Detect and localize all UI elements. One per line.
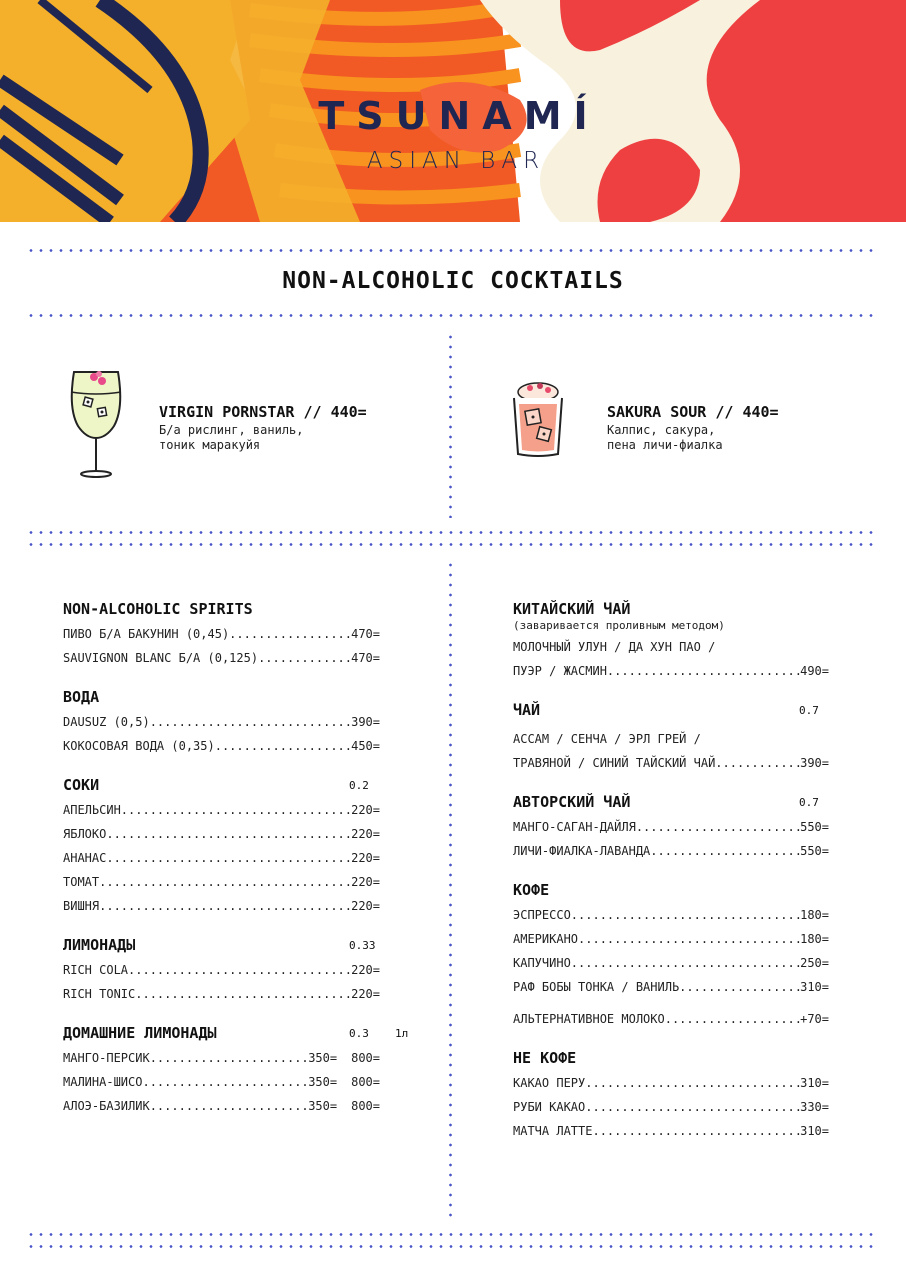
menu-item	[63, 1046, 380, 1070]
item-price: 310=	[800, 1124, 829, 1138]
menu-item	[63, 798, 380, 822]
item-price: 220=	[351, 827, 380, 841]
brand-subtitle: ASIAN BAR	[366, 148, 546, 174]
category-header	[63, 776, 380, 798]
category-title: ЛИМОНАДЫ	[63, 936, 136, 954]
divider	[26, 314, 876, 317]
size-label: 0.7	[799, 796, 819, 809]
item-name: DAUSUZ (0,5)	[63, 715, 150, 729]
item-name: МАЛИНА-ШИСО	[63, 1075, 143, 1089]
item-price: 330=	[800, 1100, 829, 1114]
item-price: 390=	[800, 756, 829, 770]
item-name: ЭСПРЕССО	[513, 908, 571, 922]
size-label: 0.33	[349, 939, 376, 952]
rocks-glass-icon	[510, 378, 568, 460]
menu-item	[63, 710, 380, 734]
divider	[26, 531, 876, 534]
category-header	[513, 701, 829, 723]
item-price: 490=	[800, 664, 829, 678]
category-title: ДОМАШНИЕ ЛИМОНАДЫ	[63, 1024, 217, 1042]
menu-column-right	[513, 600, 829, 1143]
divider	[26, 1245, 876, 1248]
menu-item	[63, 1094, 380, 1118]
item-price: 350=	[308, 1075, 338, 1089]
item-price: 220=	[351, 963, 380, 977]
divider	[26, 249, 876, 252]
size-label: 0.2	[349, 779, 369, 792]
cocktail-description: Б/а рислинг, ваниль,	[159, 423, 304, 437]
item-name: АНАНАС	[63, 851, 107, 865]
divider	[26, 543, 876, 546]
menu-item	[63, 846, 380, 870]
item-name: RICH COLA	[63, 963, 129, 977]
menu-item	[513, 815, 829, 839]
menu-item	[513, 903, 829, 927]
category-title: АВТОРСКИЙ ЧАЙ	[513, 793, 631, 811]
item-name: RICH TONIC	[63, 987, 136, 1001]
item-name: РУБИ КАКАО	[513, 1100, 586, 1114]
category-title: СОКИ	[63, 776, 100, 794]
item-name: АПЕЛЬСИН	[63, 803, 121, 817]
section-title: NON-ALCOHOLIC COCKTAILS	[282, 268, 624, 294]
menu-item	[513, 839, 829, 863]
item-price: 180=	[800, 908, 829, 922]
menu-item-line: МОЛОЧНЫЙ УЛУН / ДА ХУН ПАО /	[513, 640, 716, 654]
item-name: РАФ БОБЫ ТОНКА / ВАНИЛЬ	[513, 980, 680, 994]
cocktail-name: VIRGIN PORNSTAR // 440=	[159, 403, 367, 421]
item-price: 220=	[351, 987, 380, 1001]
category-title: КИТАЙСКИЙ ЧАЙ	[513, 600, 631, 618]
menu-item	[63, 822, 380, 846]
item-name: АЛОЭ-БАЗИЛИК	[63, 1099, 150, 1113]
menu-item	[63, 958, 380, 982]
item-name: ТРАВЯНОЙ / СИНИЙ ТАЙСКИЙ ЧАЙ	[513, 756, 716, 770]
item-price: 310=	[800, 980, 829, 994]
cocktail-item	[607, 403, 779, 453]
category-title: NON-ALCOHOLIC SPIRITS	[63, 600, 253, 618]
menu-column-left	[63, 600, 409, 1118]
menu-item	[513, 1071, 829, 1095]
item-price: 470=	[351, 627, 380, 641]
brand-title: TSUNAMÍ	[318, 94, 600, 138]
item-price: 220=	[351, 899, 380, 913]
item-name: ПУЭР / ЖАСМИН	[513, 664, 607, 678]
item-price: 800=	[351, 1099, 380, 1113]
category-header	[63, 936, 380, 958]
item-price: 470=	[351, 651, 380, 665]
menu-item	[63, 982, 380, 1006]
item-price: 310=	[800, 1076, 829, 1090]
menu-item	[513, 951, 829, 975]
item-name: ПИВО Б/А БАКУНИН (0,45)	[63, 627, 230, 641]
category-title: КОФЕ	[513, 881, 550, 899]
category-header	[513, 793, 829, 815]
item-name: АМЕРИКАНО	[513, 932, 579, 946]
item-name: МАНГО-САГАН-ДАЙЛЯ	[513, 820, 636, 834]
divider	[449, 332, 452, 518]
item-price: 550=	[800, 820, 829, 834]
category-title: ВОДА	[63, 688, 100, 706]
item-name: SAUVIGNON BLANC Б/А (0,125)	[63, 651, 259, 665]
cocktail-name: SAKURA SOUR // 440=	[607, 403, 779, 421]
menu-item	[63, 894, 380, 918]
item-name: КАКАО ПЕРУ	[513, 1076, 586, 1090]
menu-item	[513, 1095, 829, 1119]
menu-item	[513, 659, 829, 683]
wine-glass-icon	[66, 368, 126, 480]
cocktail-description: Калпис, сакура,	[607, 423, 716, 437]
category-title: ЧАЙ	[513, 701, 541, 719]
divider	[26, 1233, 876, 1236]
menu-item	[63, 622, 380, 646]
menu-item	[513, 975, 829, 999]
menu-item	[513, 751, 829, 775]
divider	[449, 560, 452, 1222]
item-name: ТОМАТ	[63, 875, 100, 889]
menu-item	[513, 927, 829, 951]
menu-item	[63, 1070, 380, 1094]
category-title: НЕ КОФЕ	[513, 1049, 577, 1067]
size-label: 1л	[395, 1027, 409, 1040]
cocktail-description: пена личи-фиалка	[607, 438, 723, 452]
item-price: 350=	[308, 1099, 338, 1113]
item-price: 390=	[351, 715, 380, 729]
menu-item	[513, 1007, 829, 1031]
menu-item	[63, 646, 380, 670]
cocktail-item	[159, 403, 367, 453]
menu-item-line: АССАМ / СЕНЧА / ЭРЛ ГРЕЙ /	[513, 732, 701, 746]
item-name: АЛЬТЕРНАТИВНОЕ МОЛОКО	[513, 1012, 665, 1026]
item-price: 220=	[351, 875, 380, 889]
menu-item	[513, 1119, 829, 1143]
category-header	[63, 1024, 425, 1046]
item-name: КОКОСОВАЯ ВОДА (0,35)	[63, 739, 215, 753]
item-price: 450=	[351, 739, 380, 753]
item-price: 220=	[351, 851, 380, 865]
item-price: 250=	[800, 956, 829, 970]
size-label: 0.7	[799, 704, 819, 717]
cocktail-description: тоник маракуйя	[159, 438, 261, 452]
item-price: 550=	[800, 844, 829, 858]
item-name: МАНГО-ПЕРСИК	[63, 1051, 150, 1065]
menu-item	[63, 734, 380, 758]
menu-item	[63, 870, 380, 894]
item-name: ЯБЛОКО	[63, 827, 107, 841]
item-price: +70=	[800, 1012, 829, 1026]
item-name: ЛИЧИ-ФИАЛКА-ЛАВАНДА	[513, 844, 651, 858]
item-name: ВИШНЯ	[63, 899, 100, 913]
item-name: МАТЧА ЛАТТЕ	[513, 1124, 593, 1138]
header-artwork	[0, 0, 906, 222]
category-note: (заваривается проливным методом)	[513, 619, 725, 632]
size-label: 0.3	[349, 1027, 369, 1040]
item-price: 180=	[800, 932, 829, 946]
item-name: КАПУЧИНО	[513, 956, 571, 970]
item-price: 800=	[351, 1075, 380, 1089]
item-price: 350=	[308, 1051, 338, 1065]
item-price: 220=	[351, 803, 380, 817]
item-price: 800=	[351, 1051, 380, 1065]
